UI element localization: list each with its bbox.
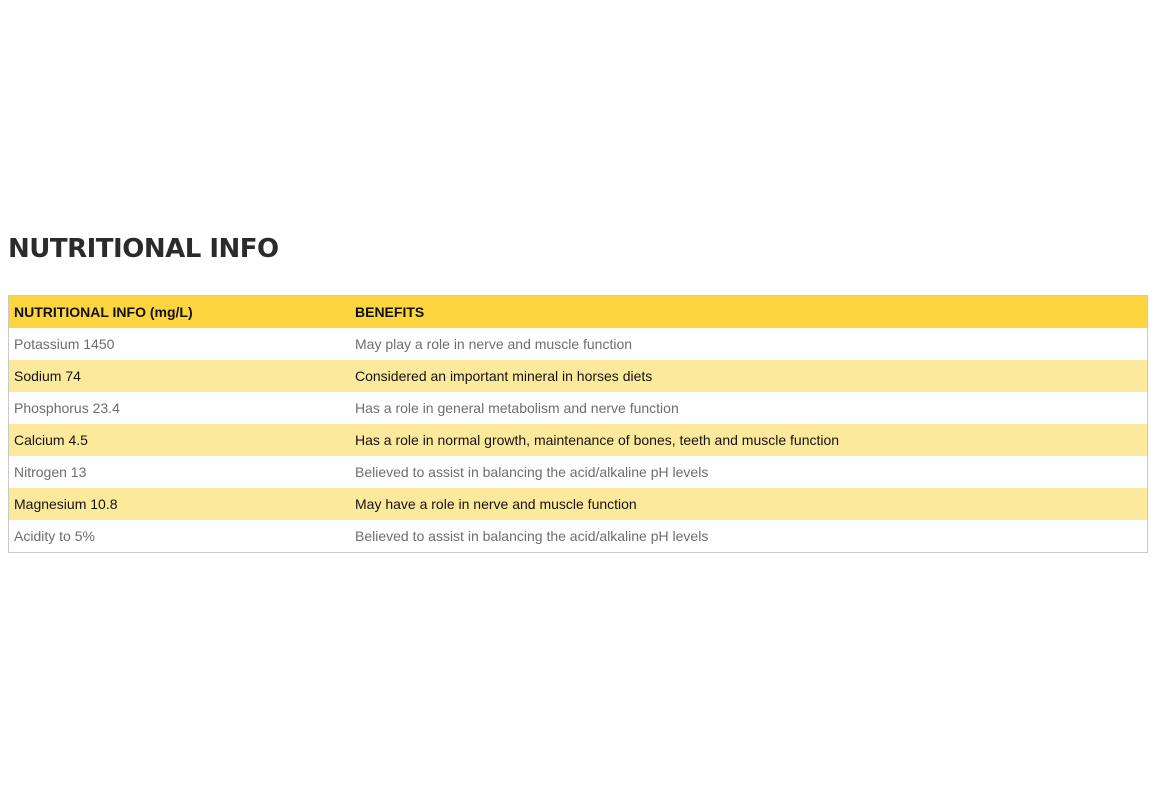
nutrient-cell: Phosphorus 23.4 [9,392,350,424]
benefit-cell: Believed to assist in balancing the acid/alkaline pH levels [350,520,1147,552]
nutrient-cell: Sodium 74 [9,360,350,392]
table-row [9,360,1147,392]
table-row [9,424,1147,456]
column-header-benefits: BENEFITS [350,296,1147,328]
nutrient-cell: Nitrogen 13 [9,456,350,488]
table-row [9,520,1147,552]
benefit-cell: May have a role in nerve and muscle function [350,488,1147,520]
nutrition-table-container [8,295,1148,553]
nutrient-cell: Potassium 1450 [9,328,350,360]
table-row [9,488,1147,520]
table-row [9,328,1147,360]
benefit-cell: Considered an important mineral in horses diets [350,360,1147,392]
benefit-cell: Has a role in general metabolism and nerve function [350,392,1147,424]
table-row [9,456,1147,488]
benefit-cell: Has a role in normal growth, maintenance of bones, teeth and muscle function [350,424,1147,456]
nutritional-info-section [8,232,1148,544]
nutrition-table [9,296,1147,552]
table-row [9,392,1147,424]
nutrient-cell: Calcium 4.5 [9,424,350,456]
nutrient-cell: Magnesium 10.8 [9,488,350,520]
page-title: NUTRITIONAL INFO [8,234,279,264]
benefit-cell: May play a role in nerve and muscle function [350,328,1147,360]
table-header-row [9,296,1147,328]
nutrient-cell: Acidity to 5% [9,520,350,552]
benefit-cell: Believed to assist in balancing the acid/alkaline pH levels [350,456,1147,488]
column-header-nutrient: NUTRITIONAL INFO (mg/L) [9,296,350,328]
